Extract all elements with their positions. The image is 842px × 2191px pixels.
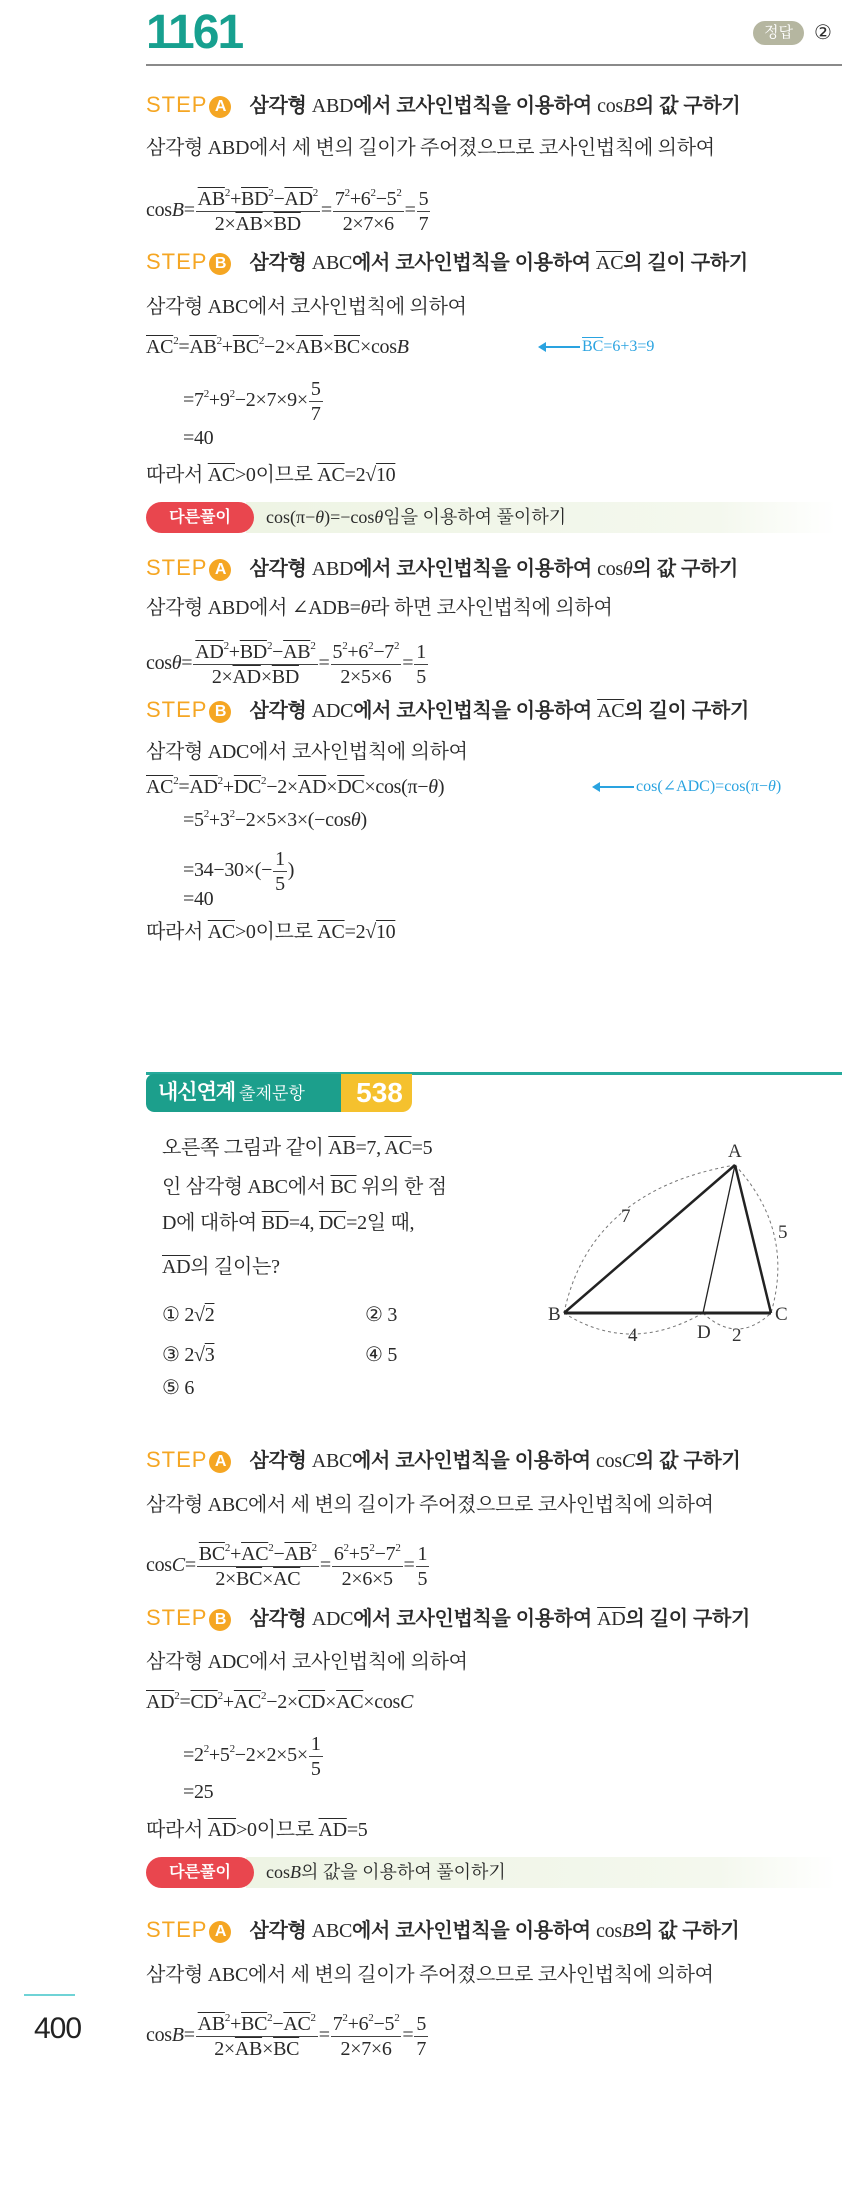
fraction: $\frac{7^2+6^2-5^2}{2\times 7\times 6}$ (334, 187, 402, 235)
step-letter-badge: A (209, 96, 231, 118)
body-text: 삼각형 ABC에서 세 변의 길이가 주어졌으므로 코사인법칙에 의하여 (146, 1964, 714, 1986)
step-title: 삼각형 ABC에서 코사인법칙을 이용하여 cosB의 값 구하기 (249, 1920, 740, 1942)
fraction: $\frac{\overline{AB}^2+\overline{BC}^2-\overline{AC}^2}{2\times\overline{AB}\times\overline{BC}}$ (197, 2012, 316, 2060)
triangle-figure (520, 1130, 820, 1360)
step-label: STEP (146, 555, 208, 580)
body-text: 삼각형 ABD에서 ∠ADB=θ라 하면 코사인법칙에 의하여 (146, 597, 613, 619)
label-c: C (775, 1304, 788, 1325)
choice-2: ② 3 (365, 1304, 398, 1326)
formula-line: =40 (183, 888, 214, 910)
step-label: STEP (146, 249, 208, 274)
step-label: STEP (146, 697, 208, 722)
related-label (146, 1074, 351, 1112)
fraction: $\frac{5}{7}$ (418, 188, 429, 235)
arrow-left-icon (598, 786, 634, 788)
question-line: $\overline{AD}$의 길이는? (162, 1256, 280, 1278)
formula: cosθ= $\frac{\overline{AD}^2+\overline{BD}^2-\overline{AB}^2}{2\times\overline{AD}\times\overline{BD}}$ = $\frac{5^2+6^2-7^2}{2\times 5\times 6}$ = $\frac{1}{5}$ (146, 640, 426, 688)
related-subtitle: 출제문항 (239, 1084, 305, 1103)
alternative-solution-bar (146, 1857, 836, 1888)
related-title: 내신연계 (158, 1081, 236, 1104)
conclusion: 따라서 $\overline{AC}>0$이므로 $\overline{AC}=2√10$ (146, 464, 396, 486)
label-a: A (728, 1141, 742, 1162)
body-text: 삼각형 ABC에서 세 변의 길이가 주어졌으므로 코사인법칙에 의하여 (146, 1494, 714, 1516)
related-number: 538 (341, 1074, 412, 1112)
question-line: 인 삼각형 ABC에서 $\overline{BC}$ 위의 한 점 (162, 1176, 447, 1198)
fraction: $\frac{6^2+5^2-7^2}{2\times 6\times 5}$ (333, 1542, 401, 1590)
step-letter-badge: B (209, 1609, 231, 1631)
choice-5: ⑤ 6 (162, 1377, 195, 1399)
label-dc-length: 2 (732, 1325, 742, 1346)
fraction: $\frac{5}{7}$ (310, 378, 321, 425)
fraction: $\frac{\overline{BC}^2+\overline{AC}^2-\overline{AB}^2}{2\times\overline{BC}\times\overline{AC}}$ (198, 1542, 317, 1590)
fraction: $\frac{1}{5}$ (275, 848, 285, 895)
side-ac (735, 1165, 771, 1313)
alt-solution-badge: 다른풀이 (146, 502, 254, 533)
step-title: 삼각형 ADC에서 코사인법칙을 이용하여 $\overline{AC}$의 길이 구하기 (249, 700, 749, 722)
conclusion: 따라서 $\overline{AD}>0$이므로 $\overline{AD}=5$ (146, 1819, 368, 1841)
fraction: $\frac{7^2+6^2-5^2}{2\times 7\times 6}$ (332, 2012, 400, 2060)
step-title: 삼각형 ADC에서 코사인법칙을 이용하여 $\overline{AD}$의 길이 구하기 (249, 1608, 751, 1630)
fraction: $\frac{1}{5}$ (310, 1733, 321, 1780)
formula-line: $\overline{AC}^2=\overline{AD}^2+\overline{DC}^2-2\times\overline{AD}\times\overline{DC}\times\cos(\pi-\theta)$ (146, 775, 445, 798)
side-ab (564, 1165, 735, 1313)
step-title: 삼각형 ABC에서 코사인법칙을 이용하여 cosC의 값 구하기 (249, 1450, 741, 1472)
fraction: $\frac{\overline{AB}^2+\overline{BD}^2-\overline{AD}^2}{2\times\overline{AB}\times\overline{BD}}$ (197, 187, 318, 235)
step-title: 삼각형 ABD에서 코사인법칙을 이용하여 cosθ의 값 구하기 (249, 558, 739, 580)
step-a-heading (146, 92, 740, 119)
page-number: 400 (34, 2012, 82, 2045)
formula-line: $\overline{AC}^2=\overline{AB}^2+\overline{BC}^2-2\times\overline{AB}\times\overline{BC}\times\cos B$ (146, 335, 409, 358)
step-letter-badge: B (209, 701, 231, 723)
formula-line: =34−30×(− $\frac{1}{5}$ ) (183, 848, 295, 895)
label-ac-length: 5 (778, 1222, 788, 1243)
step-a-heading (146, 555, 738, 582)
step-letter-badge: A (209, 1921, 231, 1943)
arrow-left-icon (544, 346, 580, 348)
label-b: B (548, 1304, 561, 1325)
step-letter-badge: A (209, 559, 231, 581)
step-title: 삼각형 ABD에서 코사인법칙을 이용하여 cosB의 값 구하기 (249, 95, 741, 117)
side-note: $\overline{BC}=6+3=9$ (582, 338, 655, 355)
fraction: $\frac{\overline{AD}^2+\overline{BD}^2-\overline{AB}^2}{2\times\overline{AD}\times\overline{BD}}$ (195, 640, 316, 688)
step-label: STEP (146, 92, 208, 117)
step-label: STEP (146, 1605, 208, 1630)
step-b-heading (146, 249, 748, 276)
formula-line: $=2^2+5^2-2\times 2\times 5\times$ $\frac{1}{5}$ (183, 1733, 321, 1780)
alt-solution-title: cos(π−θ)=−cosθ임을 이용하여 풀이하기 (266, 507, 567, 527)
alternative-solution-bar (146, 502, 836, 533)
formula: cosB= $\frac{\overline{AB}^2+\overline{BD}^2-\overline{AD}^2}{2\times\overline{AB}\times\overline{BD}}$ = $\frac{7^2+6^2-5^2}{2\times 7\times 6}$ = $\frac{5}{7}$ (146, 187, 429, 235)
fraction: $\frac{5}{7}$ (416, 2013, 427, 2060)
step-title: 삼각형 ABC에서 코사인법칙을 이용하여 $\overline{AC}$의 길이 구하기 (249, 252, 748, 274)
header-divider (146, 64, 842, 66)
formula-line: $=7^2+9^2-2\times 7\times 9\times$ $\frac{5}{7}$ (183, 378, 321, 425)
related-problem-badge (146, 1074, 412, 1112)
step-label: STEP (146, 1917, 208, 1942)
body-text: 삼각형 ABC에서 코사인법칙에 의하여 (146, 296, 467, 318)
label-d: D (697, 1322, 711, 1343)
choice-4: ④ 5 (365, 1344, 398, 1366)
alt-solution-badge: 다른풀이 (146, 1857, 254, 1888)
step-letter-badge: A (209, 1451, 231, 1473)
formula-line: =40 (183, 427, 214, 449)
body-text: 삼각형 ADC에서 코사인법칙에 의하여 (146, 741, 468, 763)
question-line: 오른쪽 그림과 같이 $\overline{AB}=7$, $\overline{AC}=5$ (162, 1137, 433, 1159)
answer-badge: 정답 (753, 21, 804, 45)
alt-solution-title: cosB의 값을 이용하여 풀이하기 (266, 1862, 506, 1882)
step-a-heading (146, 1917, 739, 1944)
step-letter-badge: B (209, 253, 231, 275)
label-ab-length: 7 (621, 1206, 631, 1227)
conclusion: 따라서 $\overline{AC}>0$이므로 $\overline{AC}=2√10$ (146, 921, 396, 943)
formula-line: =25 (183, 1781, 214, 1803)
step-b-heading (146, 697, 749, 724)
step-a-heading (146, 1447, 740, 1474)
fraction: $\frac{1}{5}$ (417, 1543, 428, 1590)
body-text: 삼각형 ABD에서 세 변의 길이가 주어졌으므로 코사인법칙에 의하여 (146, 137, 715, 159)
formula: cosC= $\frac{\overline{BC}^2+\overline{AC}^2-\overline{AB}^2}{2\times\overline{BC}\times\overline{AC}}$ = $\frac{6^2+5^2-7^2}{2\times 6\times 5}$ = $\frac{1}{5}$ (146, 1542, 428, 1590)
fraction: $\frac{5^2+6^2-7^2}{2\times 5\times 6}$ (332, 640, 400, 688)
page-number-accent (24, 1994, 75, 1996)
step-b-heading (146, 1605, 750, 1632)
question-line: D에 대하여 $\overline{BD}=4$, $\overline{DC}=2$일 때, (162, 1212, 415, 1234)
step-label: STEP (146, 1447, 208, 1472)
fraction: $\frac{1}{5}$ (416, 641, 426, 688)
answer-value: ② (814, 22, 832, 44)
choice-3: ③ 2√3 (162, 1344, 215, 1366)
formula: cosB= $\frac{\overline{AB}^2+\overline{BC}^2-\overline{AC}^2}{2\times\overline{AB}\times\overline{BC}}$ = $\frac{7^2+6^2-5^2}{2\times 7\times 6}$ = $\frac{5}{7}$ (146, 2012, 427, 2060)
problem-number: 1161 (146, 6, 243, 59)
formula-line: $=5^2+3^2-2\times 5\times 3\times(-\cos\theta)$ (183, 808, 367, 831)
label-bd-length: 4 (628, 1325, 638, 1346)
formula-line: $\overline{AD}^2=\overline{CD}^2+\overline{AC}^2-2\times\overline{CD}\times\overline{AC}\times\cos C$ (146, 1690, 414, 1713)
body-text: 삼각형 ADC에서 코사인법칙에 의하여 (146, 1651, 468, 1673)
side-note: cos(∠ADC)=cos(π−θ) (636, 778, 782, 795)
choice-1: ① 2√2 (162, 1304, 215, 1326)
